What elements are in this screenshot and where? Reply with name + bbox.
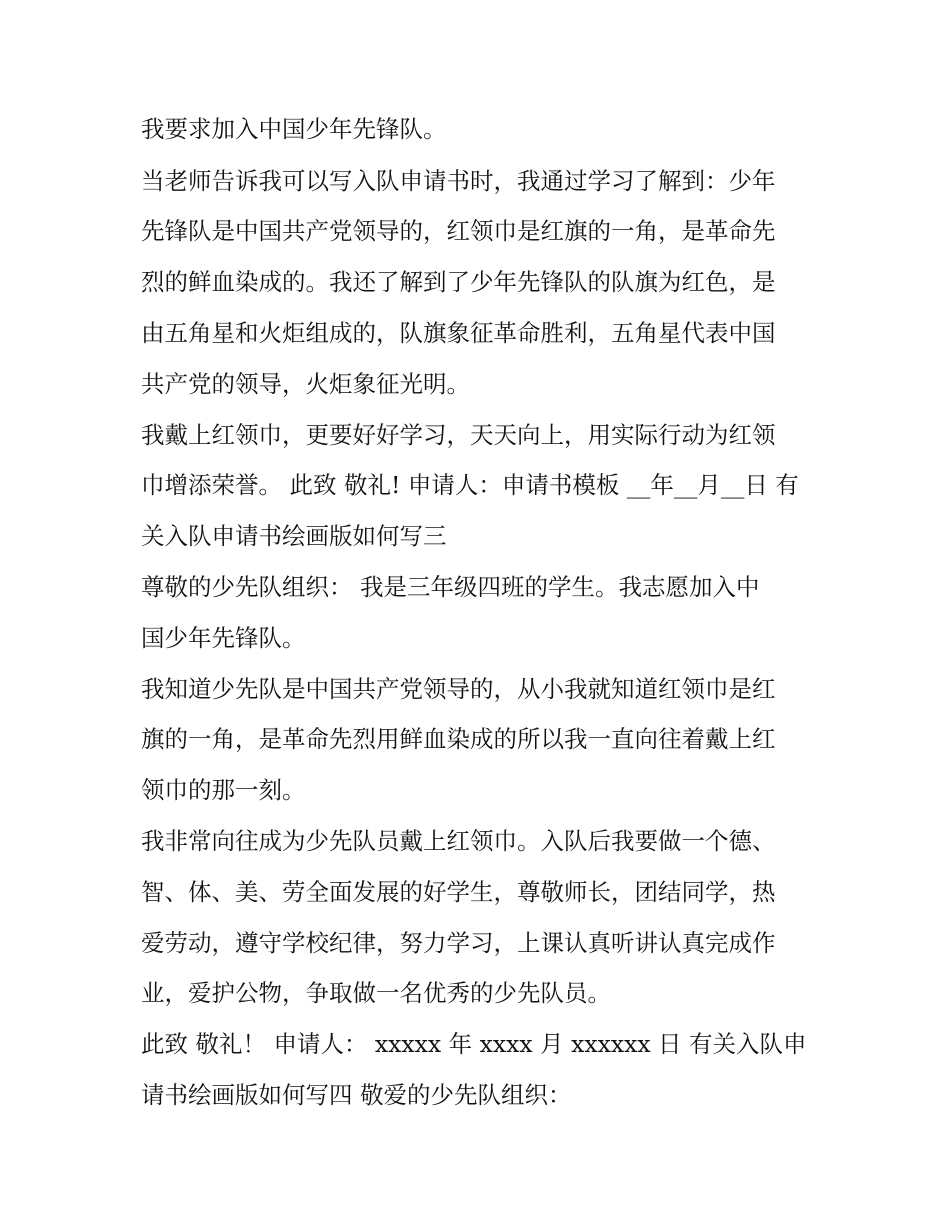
text-line: 请书绘画版如何写四 敬爱的少先队组织： [141, 1081, 572, 1109]
text-line: 尊敬的少先队组织： 我是三年级四班的学生。我志愿加入中 [141, 573, 760, 601]
text-line: 旗的一角，是革命先烈用鲜血染成的所以我一直向往着戴上红 [141, 725, 776, 753]
text-line: 国少年先锋队。 [141, 624, 306, 652]
text-line: 先锋队是中国共产党领导的，红领巾是红旗的一角，是革命先 [141, 217, 776, 245]
text-line: 当老师告诉我可以写入队申请书时，我通过学习了解到：少年 [141, 167, 776, 195]
text-line: 此致 敬礼！ 申请人： xxxxx 年 xxxx 月 xxxxxx 日 有关入队申 [141, 1030, 807, 1058]
text-line: 共产党的领导，火炬象征光明。 [141, 370, 470, 398]
text-line: 烈的鲜血染成的。我还了解到了少年先锋队的队旗为红色，是 [141, 268, 776, 296]
text-line: 巾增添荣誉。 此致 敬礼! 申请人：申请书模板 __年__月__日 有 [141, 471, 799, 499]
text-line: 我戴上红领巾，更要好好学习，天天向上，用实际行动为红领 [141, 421, 776, 449]
text-line: 业，爱护公物，争取做一名优秀的少先队员。 [141, 979, 611, 1007]
text-line: 爱劳动，遵守学校纪律，努力学习，上课认真听讲认真完成作 [141, 929, 776, 957]
text-line: 我要求加入中国少年先锋队。 [141, 115, 447, 143]
text-line: 领巾的那一刻。 [141, 776, 306, 804]
text-line: 关入队申请书绘画版如何写三 [141, 522, 447, 550]
text-line: 我知道少先队是中国共产党领导的，从小我就知道红领巾是红 [141, 675, 776, 703]
text-line: 智、体、美、劳全面发展的好学生，尊敬师长，团结同学，热 [141, 878, 776, 906]
text-line: 由五角星和火炬组成的，队旗象征革命胜利，五角星代表中国 [141, 319, 776, 347]
text-line: 我非常向往成为少先队员戴上红领巾。入队后我要做一个德、 [141, 827, 776, 855]
